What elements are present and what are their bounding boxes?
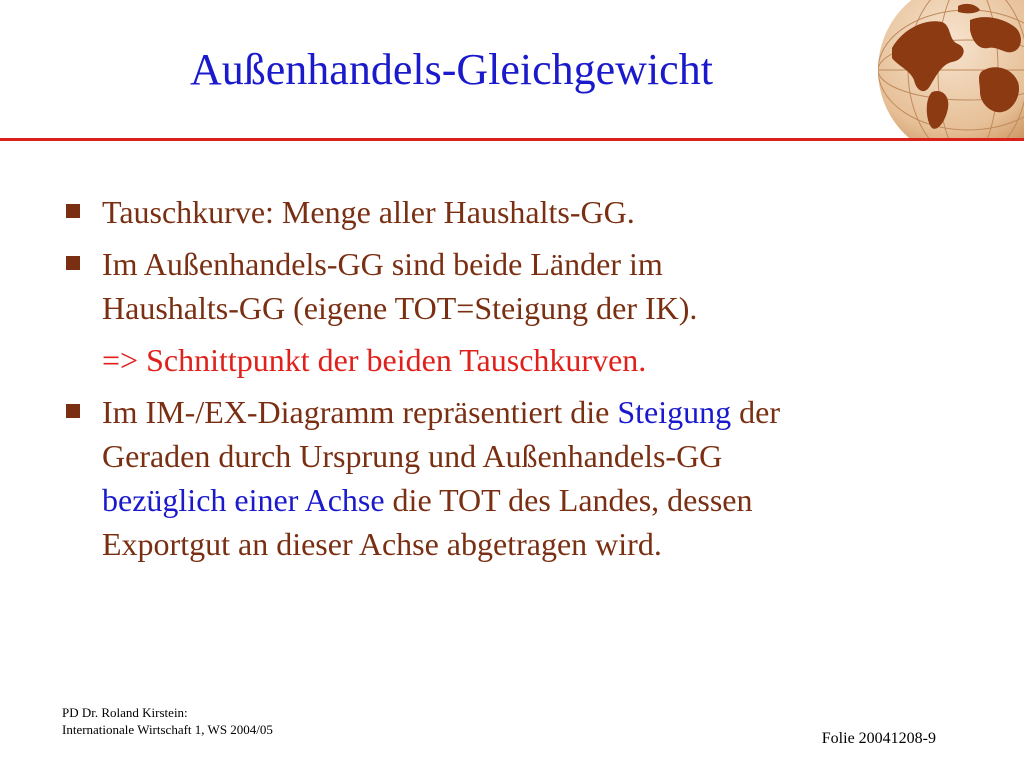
bullet-text-line: Exportgut an dieser Achse abgetragen wird.	[102, 526, 662, 562]
bullet-text-line: Haushalts-GG (eigene TOT=Steigung der IK).	[102, 290, 698, 326]
footer-author-block	[62, 704, 273, 738]
square-bullet-icon	[66, 256, 80, 270]
title-rule	[0, 138, 1024, 141]
sub-note: => Schnittpunkt der beiden Tauschkurven.	[102, 342, 647, 378]
square-bullet-icon	[66, 204, 80, 218]
bullet-text-part: die TOT des Landes, dessen	[384, 482, 753, 518]
slide-body	[64, 190, 964, 574]
bullet-item	[64, 190, 964, 234]
footer-course: Internationale Wirtschaft 1, WS 2004/05	[62, 722, 273, 737]
bullet-item	[64, 390, 964, 566]
square-bullet-icon	[66, 404, 80, 418]
slide-title: Außenhandels-Gleichgewicht	[190, 45, 713, 94]
bullet-text-line: Im Außenhandels-GG sind beide Länder im	[102, 246, 663, 282]
bullet-item	[64, 242, 964, 330]
slide-number: Folie 20041208-9	[821, 730, 936, 747]
bullet-text-line: Geraden durch Ursprung und Außenhandels-GG	[102, 438, 723, 474]
bullet-text-part: der	[731, 394, 780, 430]
bullet-text: Tauschkurve: Menge aller Haushalts-GG.	[102, 194, 635, 230]
highlight-steigung: Steigung	[617, 394, 732, 430]
globe-icon	[872, 0, 1024, 140]
bullet-text-part: Im IM-/EX-Diagramm repräsentiert die	[102, 394, 618, 430]
footer-author: PD Dr. Roland Kirstein:	[62, 705, 188, 720]
highlight-bezueglich: bezüglich einer Achse	[102, 482, 385, 518]
